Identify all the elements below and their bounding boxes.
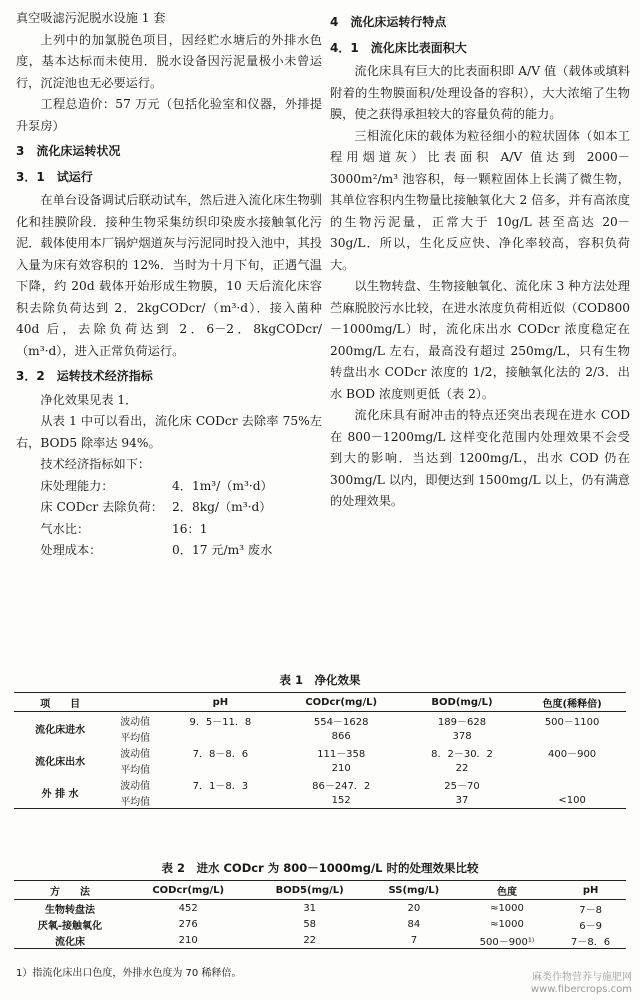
table-header: BOD5(mg/L)	[250, 881, 369, 900]
table2	[14, 880, 626, 949]
table-row: 平均值 152 37 <100	[14, 792, 626, 809]
table-header: 色度	[459, 881, 555, 900]
paragraph: 三相流化床的载体为粒径细小的粒状固体（如本工程用烟道灰）比表面积 A/V 值达到 2000－3000m²/m³ 池容积，每一颗粒固体上长满了微生物，其单位容积内生物量比接触氧化大 2 倍多，并有高浓度的生物污泥量，正常大于 10g/L 甚至高达 20－30g/L．所以，生化反应快、净化率较高，容积负荷大。	[330, 128, 630, 272]
table-footnote: 1）指流化床出口色度，外排水色度为 70 稀释倍。	[16, 968, 242, 979]
paragraph: 净化效果见表 1．	[40, 392, 138, 407]
subsection-heading: 3．1 试运行	[16, 169, 93, 184]
table-header: pH	[555, 881, 626, 900]
table2-title: 表 2 进水 CODcr 为 800－1000mg/L 时的处理效果比较	[161, 861, 479, 875]
paragraph: 上列中的加氯脱色项目，因经贮水塘后的外排水色度，基本达标而未使用．脱水设备因污泥量极小未曾运行，沉淀池也无必要运行。	[16, 32, 322, 90]
paragraph: 技术经济指标如下：	[40, 457, 151, 471]
table-row: 平均值 210 22	[120, 762, 469, 776]
equipment-line: 真空吸滤污泥脱水设施 1 套	[16, 11, 166, 25]
paragraph: 流化床具有耐冲击的特点还突出表现在进水 COD 在 800－1200mg/L 这样变化范围内处理效果不会受到大的影响．当达到 1200mg/L，出水 COD 仍在 300mg/L 以内，即便达到 1500mg/L 以上，仍有满意的处理效果。	[330, 408, 630, 508]
subsection-heading: 4．1 流化床比表面积大	[330, 40, 467, 55]
paragraph: 工程总造价：57 万元（包括化验室和仪器，外排提升泵房）	[16, 97, 322, 133]
spec-row: 处理成本： 0．17 元/m³ 废水	[40, 543, 273, 557]
table1	[14, 692, 626, 809]
table-row: 厌氧-接触氧化 276 58 84 ≈1000 6－9	[37, 918, 602, 932]
right-column	[330, 8, 630, 513]
table-header: 项 目	[14, 693, 106, 712]
section-heading: 3 流化床运转状况	[16, 144, 121, 158]
spec-row: 床 CODcr 去除负荷： 2．8kg/（m³·d）	[40, 500, 272, 514]
paragraph: 以生物转盘、生物接触氧化、流化床 3 种方法处理苎麻脱胶污水比较，在进水浓度负荷相近似（COD800－1000mg/L）时，流化床出水 CODcr 浓度稳定在 200mg/L 左右，最高没有超过 250mg/L，只有生物转盘出水 CODcr 浓度的 1/2，接触氧化法的 2/3．出水 BOD 浓度则更低（表 2）。	[330, 279, 630, 401]
table-header: CODcr(mg/L)	[277, 693, 406, 712]
section-heading: 4 流化床运转行特点	[330, 15, 447, 29]
paragraph: 从表 1 中可以看出，流化床 CODcr 去除率 75%左右，BOD5 除率达 94%。	[16, 414, 322, 450]
table-header: SS(mg/L)	[369, 881, 459, 900]
left-column	[16, 8, 322, 562]
table-row: 生物转盘法 452 31 20 ≈1000 7－8	[44, 902, 602, 916]
table-row: 平均值 866 378	[120, 730, 472, 744]
table-row: 流化床进水 波动值 9．5－11．8 554－1628 189－628 500－1100	[35, 716, 600, 736]
table-header: 方 法	[14, 881, 126, 900]
table-header	[106, 693, 164, 712]
subsection-heading: 3．2 运转技术经济指标	[16, 369, 153, 383]
watermark: 麻类作物营养与施肥网 www.fibercrops.com	[530, 972, 632, 995]
table-header: BOD(mg/L)	[406, 693, 518, 712]
table-header: CODcr(mg/L)	[126, 881, 250, 900]
table-row: 流化床出水 波动值 7．8－8．6 111－358 8．2－30．2 400－900	[35, 748, 597, 768]
table-header: 色度(稀释倍)	[518, 693, 626, 712]
table-row: 流化床 210 22 7 500－900¹⁾ 7－8．6	[14, 932, 626, 949]
paragraph: 在单台设备调试后联动试车，然后进入流化床生物驯化和挂膜阶段．接种生物采集纺织印染废水接触氧化污泥．载体使用本厂锅炉烟道灰与污泥同时投入池中，其投入量为床有效容积的 12%．当时为十月下旬，正遇气温下降，约 20d 载体开始形成生物膜，10 天后流化床容积去除负荷达到 2．2kgCODcr/（m³·d）．接入菌种 40d 后，去除负荷达到 2．6－2．8kgCODcr/（m³·d），进入正常负荷运行。	[16, 193, 322, 358]
spec-row: 气水比： 16：1	[40, 521, 208, 536]
table1-title: 表 1 净化效果	[279, 673, 361, 687]
spec-row: 床处理能力： 4．1m³/（m³·d）	[40, 478, 273, 493]
table-header: pH	[164, 693, 276, 712]
table-row: 外 排 水 波动值 7．1－8．3 86－247．2 25－70	[14, 776, 626, 792]
paragraph: 流化床具有巨大的比表面积即 A/V 值（载体或填料附着的生物膜面积/处理设备的容积），大大浓缩了生物膜，使之获得承担较大的容量负荷的能力。	[330, 64, 630, 121]
